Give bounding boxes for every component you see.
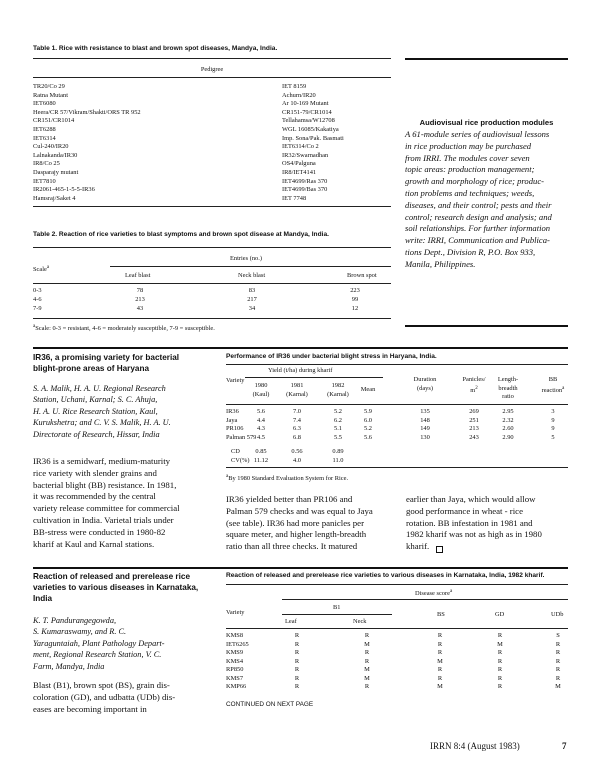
table2-value-cell: 78 (136, 287, 144, 294)
table3-stat-cell: 4.0 (293, 456, 301, 464)
table2-entries-rule (110, 266, 391, 267)
table3-value-cell: 243 (469, 433, 479, 441)
pedigree-item: Dasparajy mutant (33, 168, 79, 176)
body-line: Palman 579 checks and was equal to Jaya (226, 505, 373, 516)
pedigree-item: IET 7748 (282, 194, 307, 202)
article1-byline (33, 383, 223, 440)
pedigree-item: IET6314/Co 2 (282, 143, 319, 151)
article2-body (33, 680, 223, 715)
byline-line: Station, Uchani, Karnal; S. C. Ahuja, (33, 395, 158, 405)
pedigree-item: IET6288 (33, 125, 56, 133)
byline-line: S. A. Malik, H. A. U. Regional Research (33, 384, 166, 393)
table2-value-cell: 34 (248, 305, 256, 312)
headline-line: India (33, 594, 53, 603)
table4-value-cell: R (497, 666, 503, 673)
table4-value-cell: M (364, 674, 370, 682)
byline-line: Yaraguntaiah, Plant Pathology Depart- (33, 638, 165, 648)
article1-continued-col2 (406, 494, 576, 553)
pedigree-item: OS4/Palguna (282, 160, 316, 168)
pedigree-item: TR20/Co 29 (33, 83, 65, 90)
pedigree-item: IET4699/Bas 370 (282, 186, 328, 194)
article1-headline (33, 352, 223, 374)
table4-value-cell: R (437, 632, 443, 639)
byline-line: K. T. Pandurangegowda, (33, 616, 117, 625)
table4-leaf-header: Leaf (285, 618, 297, 625)
table2-entries-header: Entries (no.) (230, 255, 262, 262)
pedigree-item: IET4699/Ras 370 (282, 177, 328, 185)
body-line: IR36 is a semidwarf, medium-maturity (33, 456, 171, 466)
pedigree-item: Ratna Mutant (33, 91, 68, 99)
table2-col-brown-spot: Brown spot (347, 272, 377, 279)
table3-stat-cell: 11.0 (332, 456, 344, 464)
pedigree-item: CR151-79/CR1014 (282, 108, 332, 116)
table3-value-cell: 4.3 (257, 425, 265, 433)
table4-value-cell: M (437, 683, 443, 690)
table4-value-cell: M (555, 683, 561, 690)
pedigree-item: IR32/Swarnadhan (282, 151, 329, 159)
table1-right-column (282, 83, 392, 203)
table3-value-cell: 7.0 (293, 408, 301, 415)
table4-value-cell: R (437, 649, 443, 656)
table3-stat-label: CV(%) (231, 456, 250, 464)
table4-value-cell: R (497, 649, 503, 656)
table3-value-cell: 7.4 (293, 416, 301, 424)
table3-value-cell: 5.6 (364, 433, 372, 441)
table3-variety-cell: IR36 (226, 408, 239, 415)
table3-value-cell: 213 (469, 425, 479, 433)
table4-value-cell: R (294, 666, 300, 673)
table3-value-cell: 5.9 (364, 408, 372, 415)
pedigree-item: Achurn/IR20 (282, 91, 316, 99)
table3-yield-header: Yield (t/ha) during kharif (268, 367, 333, 374)
table2-value-cell: 223 (350, 287, 360, 294)
pedigree-item: IET 8159 (282, 83, 307, 90)
table3-year-1980: 1980 (Kaul) (252, 382, 270, 398)
sidebar-bottom-rule (405, 325, 568, 327)
body-line: it was recommended by the central (33, 491, 156, 502)
table1-left-column (33, 83, 233, 203)
table4-variety-cell: KMS4 (226, 657, 244, 665)
body-line: square meter, and higher length-breadth (226, 529, 367, 540)
sidebar-line: soil relationships. For further information (405, 223, 551, 234)
table4-variety-cell: RP850 (226, 666, 244, 673)
headline-line: Reaction of released and prerelease rice (33, 572, 191, 581)
table4-value-cell: R (294, 640, 300, 648)
table3-year-1982: 1982 (Karnal) (327, 382, 349, 398)
table3-header-rule (226, 404, 568, 405)
table4-value-cell: M (437, 657, 443, 665)
table2-value-cell: 12 (351, 305, 359, 312)
table3-value-cell: 2.90 (502, 433, 514, 441)
table4-value-cell: R (555, 657, 561, 665)
pedigree-item: IR8/Co 25 (33, 160, 60, 168)
pedigree-item: Hamsraj/Saket 4 (33, 194, 76, 202)
table4-bs-header: BS (437, 611, 445, 618)
table4-value-cell: R (364, 683, 370, 690)
end-mark-icon (436, 546, 443, 553)
table3-value-cell: 6.3 (293, 425, 301, 433)
headline-line: IR36, a promising variety for bacterial (33, 353, 180, 362)
section-divider-2 (33, 567, 568, 569)
body-line: earlier than Jaya, which would allow (406, 494, 536, 504)
pedigree-item: Tellahamsa/W12708 (282, 117, 335, 125)
sidebar-line: tions Dept., Division R, P.O. Box 933, (405, 246, 536, 257)
table3-value-cell: 5.1 (334, 425, 342, 433)
sidebar-line: growth and morphology of rice; produc- (405, 176, 544, 187)
pedigree-item: IR2061-465-1-5-5-IR36 (33, 186, 95, 194)
table3-footnote: $^a$By 1980 Standard Evaluation System for Rice. (226, 474, 349, 483)
table3-variety-cell: PR106 (226, 425, 244, 433)
table2-scale-cell: 0-3 (33, 287, 42, 294)
byline-line: ment, Regional Research Station, V. C. (33, 650, 162, 660)
table4-value-cell: R (555, 666, 561, 673)
table3-yield-rule (245, 377, 383, 378)
pedigree-item: WGL 16085/Kakatiya (282, 125, 339, 133)
table1-top-rule (33, 58, 391, 59)
table3-value-cell: 149 (420, 425, 430, 433)
pedigree-item: Lalnakanda/IR30 (33, 151, 78, 159)
table3-bb-header: BB reaction$^a$ (541, 376, 565, 394)
pedigree-item: Cul-240/IR20 (33, 143, 69, 151)
body-line: good performance in wheat - rice (406, 505, 523, 516)
body-line: variety release committee for commercial (33, 503, 180, 514)
sidebar-line: topic areas: production management; (405, 164, 535, 175)
sidebar-line: A 61-module series of audiovisual lessons (405, 129, 550, 139)
table3-variety-cell: Jaya (226, 416, 238, 424)
table4-neck-header: Neck (353, 618, 367, 625)
body-line: rice variety with slender grains and (33, 467, 157, 478)
table4-header-rule (226, 628, 568, 629)
body-line: cultivation in India. Varietal trials under (33, 514, 174, 525)
table2-value-cell: 217 (247, 296, 257, 303)
table2-scale-cell: 7-9 (33, 305, 42, 312)
table3-stat-cell: 11.12 (253, 456, 269, 464)
table4-value-cell: S (556, 632, 560, 639)
table3-duration-header: Duration (days) (413, 376, 437, 392)
byline-line: Farm, Mandya, India (33, 661, 105, 671)
table4-value-cell: M (364, 666, 370, 673)
table2-value-cell: 43 (136, 305, 144, 312)
table2-top-rule (33, 247, 391, 248)
table3-stat-cell: 0.56 (291, 448, 303, 455)
body-line: eases are becoming important in (33, 703, 147, 714)
sidebar-top-rule (405, 58, 568, 60)
article2-byline (33, 615, 223, 672)
table4-gd-header: GD (495, 611, 505, 618)
pedigree-item: IR8/IET4141 (282, 168, 317, 176)
byline-line: Directorate of Research, Hissar, India (33, 429, 160, 439)
table3-value-cell: 148 (420, 416, 430, 424)
table4-value-cell: R (294, 674, 300, 682)
table4-b1-header: B1 (333, 604, 341, 611)
table3-value-cell: 2.95 (502, 408, 514, 415)
table3-value-cell: 5.2 (334, 408, 342, 415)
table3-mean-header: Mean (360, 386, 376, 393)
table3-panicles-header: Panicles/ $m^2$ (462, 376, 486, 394)
sidebar-line: write: IRRI, Communication and Publica- (405, 235, 550, 246)
headline-line: varieties to various diseases in Karnataka, (33, 583, 199, 592)
table2-scale-header: Scale$^a$ (33, 265, 50, 274)
body-line: kharif at Kaul and Karnal stations. (33, 538, 155, 549)
table4-value-cell: R (555, 640, 561, 648)
byline-line: S. Kumaraswamy, and R. C. (33, 627, 127, 637)
table4-value-cell: M (497, 640, 503, 648)
table3-value-cell: 130 (420, 433, 430, 441)
article1-continued-col1 (226, 494, 401, 553)
table1-caption: Table 1. Rice with resistance to blast and brown spot diseases, Mandya, India. (33, 45, 278, 52)
table3-bottom-rule (226, 467, 568, 468)
table4-value-cell: R (437, 666, 443, 673)
body-line: 1982 kharif was not as high as in 1980 (406, 529, 542, 540)
byline-line: H. A. U. Rice Research Station, Kaul, (33, 406, 158, 416)
table4-score-header: Disease score$^a$ (415, 589, 453, 598)
table2-col-leaf-blast: Leaf blast (125, 272, 151, 279)
body-line: IR36 yielded better than PR106 and (226, 494, 353, 504)
table3-value-cell: 6.2 (334, 416, 342, 424)
pedigree-item: CR151/CR1014 (33, 117, 75, 125)
table3-year-1981: 1981 (Karnal) (286, 382, 308, 398)
body-line: kharif. (406, 541, 430, 552)
table1-pedigree-header: Pedigree (200, 66, 224, 73)
table4-value-cell: R (294, 683, 300, 690)
table3-stat-label: CD (231, 448, 240, 455)
table4-value-cell: R (364, 657, 370, 665)
body-line: (see table). IR36 had more panicles per (226, 517, 365, 528)
table4-caption: Reaction of released and prerelease rice varieties to various diseases in Karnataka, India, 1982 kharif. (226, 572, 545, 579)
table2-footnote: $^a$Scale: 0-3 = resistant, 4-6 = moderately susceptible, 7-9 = susceptible. (33, 324, 215, 333)
table4-value-cell: R (497, 632, 503, 639)
pedigree-item: IET7810 (33, 177, 56, 185)
table4-value-cell: R (437, 640, 443, 648)
body-line: ratio than all three checks. It matured (226, 541, 358, 552)
page-number: 7 (562, 741, 567, 751)
table1-header-rule (33, 77, 391, 78)
table4-top-rule (226, 584, 568, 585)
table3-stat-cell: 0.85 (255, 448, 267, 455)
table3-value-cell: 9 (551, 416, 555, 424)
body-line: coloration (GD), and udbatta (UDb) dis- (33, 691, 176, 702)
table3-value-cell: 5 (551, 433, 555, 441)
footer-issue: IRRN 8:4 (August 1983) (430, 741, 520, 751)
table3-variety-header: Variety (226, 377, 245, 384)
table4-value-cell: R (294, 649, 300, 656)
byline-line: Kurukshetra; and C. V. S. Malik, H. A. U. (33, 418, 171, 428)
table4-variety-cell: KMS8 (226, 632, 244, 639)
body-line: rotation. BB infestation in 1981 and (406, 517, 533, 528)
table3-value-cell: 5.2 (364, 425, 372, 433)
table3-value-cell: 269 (469, 408, 479, 415)
sidebar-line: Manila, Philippines. (405, 258, 476, 269)
table3-value-cell: 2.60 (502, 425, 514, 433)
sidebar-title: Audiovisual rice production modules (419, 118, 554, 127)
section-divider (33, 347, 568, 349)
table4-value-cell: R (497, 683, 503, 690)
table3-caption: Performance of IR36 under bacterial blight stress in Haryana, India. (226, 353, 437, 360)
table3-variety-cell: Palman 579 (226, 433, 257, 441)
table4-value-cell: R (294, 657, 300, 665)
table3-value-cell: 5.5 (334, 433, 342, 441)
pedigree-item: Imp. Sona/Pak. Basmati (282, 134, 344, 142)
table3-value-cell: 135 (420, 408, 430, 415)
table4-value-cell: M (364, 640, 370, 648)
table4-variety-cell: KMS7 (226, 674, 244, 682)
table4-variety-cell: KMP66 (226, 683, 247, 690)
body-line: bacterial blight (BB) resistance. In 1981, (33, 479, 177, 490)
table3-top-rule (226, 364, 568, 365)
table3-value-cell: 3 (551, 408, 555, 415)
table3-value-cell: 6.0 (364, 416, 372, 424)
sidebar-line: tion problems and techniques; weeds, (405, 187, 535, 198)
pedigree-item: Heera/CR 57/Vikram/Shakti/ORS TR 952 (33, 108, 141, 116)
table4-value-cell: R (497, 657, 503, 665)
table4-variety-header: Variety (226, 609, 245, 616)
sidebar-line: in rice production may be purchased (405, 140, 532, 151)
table4-value-cell: R (364, 632, 370, 639)
table2-col-neck-blast: Neck blast (238, 272, 266, 279)
table4-value-cell: R (294, 632, 300, 639)
table4-variety-cell: KMS9 (226, 649, 244, 656)
table3-value-cell: 6.8 (293, 433, 301, 441)
table4-value-cell: R (364, 649, 370, 656)
continued-note: CONTINUED ON NEXT PAGE (226, 701, 314, 708)
table4-b1-rule (282, 614, 392, 615)
table2-value-cell: 99 (351, 296, 359, 303)
table4-variety-cell: IET6265 (226, 640, 249, 648)
sidebar-line: diseases, and their control; pests and their (405, 199, 552, 210)
table3-value-cell: 4.4 (257, 416, 265, 424)
table1-bottom-rule (33, 206, 391, 207)
article2-headline (33, 571, 223, 604)
table3-value-cell: 251 (469, 416, 479, 424)
table2-header-rule (33, 283, 391, 284)
body-line: Blast (B1), brown spot (BS), grain dis- (33, 680, 170, 690)
table2-caption: Table 2. Reaction of rice varieties to blast symptoms and brown spot disease at Mandya, India. (33, 231, 329, 238)
headline-line: blight-prone areas of Haryana (33, 364, 150, 373)
table4-udb-header: UDb (551, 611, 564, 618)
sidebar-line: from IRRI. The modules cover seven (405, 152, 530, 163)
table3-value-cell: 5.6 (257, 408, 265, 415)
table2-value-cell: 83 (248, 287, 256, 294)
table4-value-cell: R (497, 674, 503, 682)
pedigree-item: IET6314 (33, 134, 56, 142)
table3-value-cell: 9 (551, 425, 555, 433)
table3-stat-cell: 0.89 (332, 448, 344, 455)
article1-body (33, 456, 223, 550)
table4-value-cell: R (437, 674, 443, 682)
table4-score-rule (282, 599, 568, 600)
pedigree-item: Ar 10-169 Mutant (282, 100, 329, 108)
sidebar-text (405, 129, 580, 271)
table2-value-cell: 213 (135, 296, 145, 303)
table3-value-cell: 4.5 (257, 433, 265, 441)
table2-bottom-rule (33, 318, 391, 319)
body-line: BB-stress were conducted in 1980-82 (33, 526, 166, 537)
pedigree-item: IET6080 (33, 100, 56, 108)
table3-value-cell: 2.32 (502, 416, 514, 424)
table4-value-cell: R (555, 649, 561, 656)
table2-scale-cell: 4-6 (33, 296, 42, 303)
table3-lb-ratio-header: Length- breadth ratio (497, 376, 519, 401)
table4-value-cell: R (555, 674, 561, 682)
sidebar-line: control; research design and analysis; and (405, 211, 552, 222)
